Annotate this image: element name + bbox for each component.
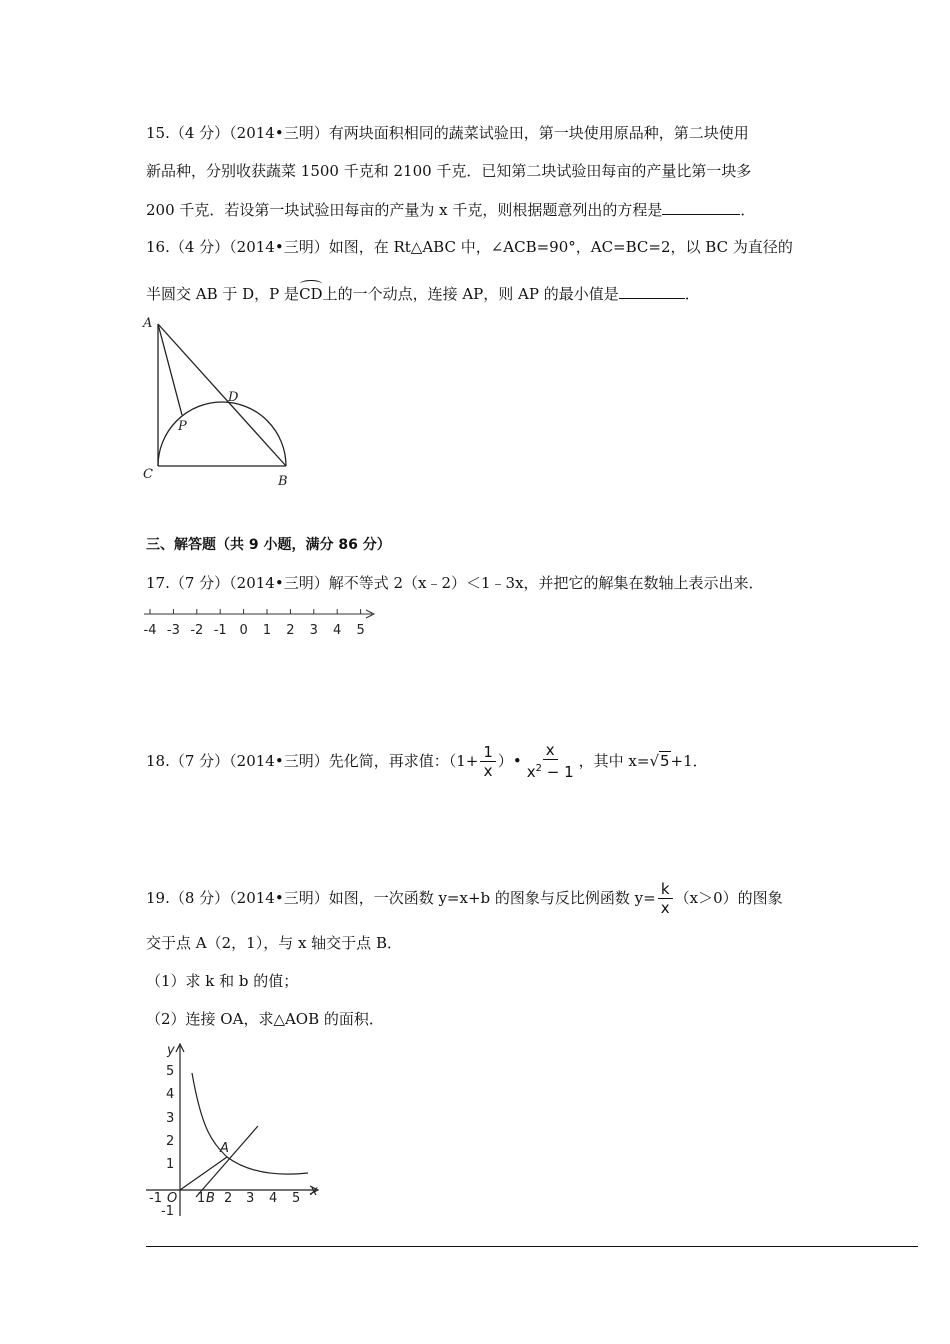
q18-mid: ）• xyxy=(497,752,522,770)
q18-fraction-1-over-x xyxy=(480,743,496,780)
q18-sqrt-radicand: 5 xyxy=(660,752,670,770)
q18-frac2-num: x xyxy=(543,741,558,760)
q19-y-tick-5: 5 xyxy=(166,1064,175,1079)
q19-point-b-label: B xyxy=(206,1191,215,1206)
q19-frac-num: k xyxy=(658,880,673,899)
q17-tick-label: -2 xyxy=(190,623,204,638)
q16-line2-b: 上的一个动点，连接 AP，则 AP 的最小值是 xyxy=(322,285,619,303)
q19-part2: （2）连接 OA，求△AOB 的面积． xyxy=(146,1010,384,1028)
q17-number-line xyxy=(140,604,390,644)
q19-x-tick-4: 4 xyxy=(269,1191,278,1206)
q17-tick-label: -1 xyxy=(213,623,227,638)
q18-sqrt-sign: √ xyxy=(649,752,659,770)
q19-graph xyxy=(140,1040,340,1225)
q19-origin-label: O xyxy=(167,1191,178,1206)
q19-x-label: x xyxy=(310,1184,318,1199)
q19-part1: （1）求 k 和 b 的值； xyxy=(146,972,299,990)
q19-segment-oa xyxy=(180,1157,227,1190)
q18-frac2-den-rest: − 1 xyxy=(541,763,574,781)
q16-label-p: P xyxy=(178,419,187,434)
q19-point-a-label: A xyxy=(220,1141,229,1156)
q15-line3 xyxy=(146,198,755,221)
q16-line1: 16.（4 分）（2014•三明）如图，在 Rt△ABC 中，∠ACB=90°，AC=BC=2，以 BC 为直径的 xyxy=(146,238,793,256)
q18-suffix-b: +1． xyxy=(670,752,708,770)
q18-frac2-den-base: x xyxy=(526,763,536,781)
q19-x-tick-2: 2 xyxy=(224,1191,233,1206)
q17-text: 17.（7 分）（2014•三明）解不等式 2（x﹣2）＜1﹣3x，并把它的解集在数轴上表示出来． xyxy=(146,574,764,592)
q16-arc-cd: CD xyxy=(299,285,323,303)
q17-tick-label: 2 xyxy=(286,623,295,638)
q19-frac-den: x xyxy=(660,898,670,917)
q18-sqrt5 xyxy=(649,750,670,772)
q16-answer-blank xyxy=(619,282,685,299)
q17-tick-label: 3 xyxy=(309,623,318,638)
q16-label-b: B xyxy=(278,474,288,489)
q19-x-tick-neg1: -1 xyxy=(149,1191,162,1206)
q16-semicircle xyxy=(158,402,286,466)
q19-x-tick-1: 1 xyxy=(197,1191,206,1206)
q18-frac1-num: 1 xyxy=(480,743,496,762)
q19-line-y-x-plus-b xyxy=(196,1126,258,1197)
q19-y-tick-4: 4 xyxy=(166,1087,175,1102)
q17-tick-label: -4 xyxy=(143,623,157,638)
q16-line2-a: 半圆交 AB 于 D，P 是 xyxy=(146,285,300,303)
q16-end: ． xyxy=(684,285,700,303)
q17-tick-label: 1 xyxy=(262,623,272,638)
q17-ticks xyxy=(144,609,365,638)
q19-line1 xyxy=(146,874,783,922)
q17-tick-label: 5 xyxy=(356,623,365,638)
q19-x-tick-3: 3 xyxy=(246,1191,255,1206)
q17-tick-label: 0 xyxy=(239,623,248,638)
q17-tick-label: 4 xyxy=(333,623,342,638)
footer-rule xyxy=(146,1246,918,1247)
q16-figure xyxy=(140,312,310,492)
q18-frac1-den: x xyxy=(483,761,493,780)
q19-hyperbola xyxy=(192,1073,308,1174)
q16-label-a: A xyxy=(143,316,153,331)
q19-line2: 交于点 A（2，1），与 x 轴交于点 B． xyxy=(146,934,402,952)
q16-label-c: C xyxy=(143,467,153,482)
q18-frac2-den-exp: 2 xyxy=(535,763,542,774)
q19-y-label: y xyxy=(167,1043,175,1058)
q19-line1-b: （x＞0）的图象 xyxy=(674,889,783,907)
q18-suffix-a: ，其中 x= xyxy=(578,752,650,770)
q19-y-tick-1: 1 xyxy=(166,1157,175,1172)
q16-label-d: D xyxy=(228,390,239,405)
section3-heading: 三、解答题（共 9 小题，满分 86 分） xyxy=(146,537,391,553)
q16-line2 xyxy=(146,282,700,305)
q15-end: ． xyxy=(740,201,756,219)
q18-line xyxy=(146,736,708,786)
q17-tick-label: -3 xyxy=(166,623,180,638)
q19-fraction-k-over-x xyxy=(658,880,673,917)
q19-x-tick-5: 5 xyxy=(292,1191,301,1206)
q15-line2: 新品种，分别收获蔬菜 1500 千克和 2100 千克．已知第二块试验田每亩的产量比第一块多 xyxy=(146,162,752,180)
q19-y-tick-neg1: -1 xyxy=(161,1204,174,1219)
q15-answer-blank xyxy=(662,198,740,215)
q18-fraction-x-over-x2-minus-1 xyxy=(524,741,577,781)
q15-line1: 15.（4 分）（2014•三明）有两块面积相同的蔬菜试验田，第一块使用原品种，第二块使用 xyxy=(146,124,749,142)
q18-prefix: 18.（7 分）（2014•三明）先化简，再求值：（1+ xyxy=(146,752,479,770)
q15-line3-text: 200 千克．若设第一块试验田每亩的产量为 x 千克，则根据题意列出的方程是 xyxy=(146,201,663,219)
q19-y-tick-2: 2 xyxy=(166,1134,175,1149)
q18-frac2-den xyxy=(524,760,577,781)
q19-y-tick-3: 3 xyxy=(166,1111,175,1126)
q19-line1-a: 19.（8 分）（2014•三明）如图，一次函数 y=x+b 的图象与反比例函数 y= xyxy=(146,889,656,907)
